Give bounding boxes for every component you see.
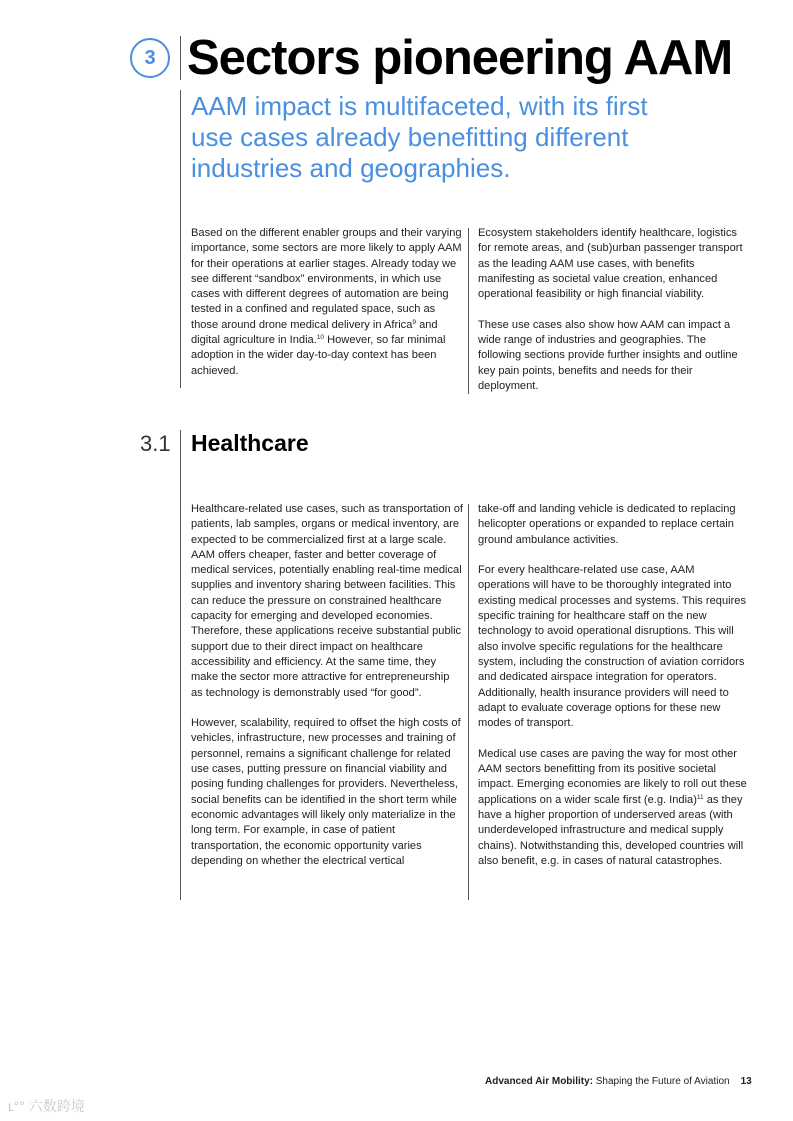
section-title: Healthcare <box>191 430 309 456</box>
footer-report-title: Advanced Air Mobility: <box>485 1076 593 1087</box>
healthcare-right-paragraph-1: take-off and landing vehicle is dedicated to replacing helicopter operations or expanded to replace certain ground ambulance activities. <box>478 503 736 546</box>
intro-column-divider <box>468 228 469 394</box>
intro-right-column <box>478 226 748 394</box>
footnote-ref-10: 10 <box>316 334 325 342</box>
section-divider <box>180 430 181 900</box>
chapter-subtitle: AAM impact is multifaceted, with its first use cases already benefitting different industries and geographies. <box>191 91 648 183</box>
healthcare-left-paragraph-1: Healthcare-related use cases, such as transportation of patients, lab samples, organs or medical inventory, are expected to be commercialized first at a large scale. AAM offers cheaper, faster and better coverage of medical services, potentially enabling real-time medical supplies and inventory sharing between facilities. This can reduce the pressure on constrained healthcare capacity for emerging and developed economies. Therefore, these applications receive substantial public support due to their direct impact on healthcare accessibility and efficiency. At the same time, they make the sector more attractive for entrepreneurship as technology is demonstrably used “for good”. <box>191 503 463 699</box>
chapter-number-badge: 3 <box>130 38 170 78</box>
healthcare-column-divider <box>468 504 469 900</box>
chapter-title-divider <box>180 36 181 80</box>
healthcare-right-paragraph-2: For every healthcare-related use case, AAM operations will have to be thoroughly integrated into existing medical processes and systems. This requires specific training for healthcare staff on the new technology to avoid operational disruptions. This will also involve specific regulations for the healthcare system, including the construction of aviation corridors and dedicated airspace integration for operators. Additionally, health insurance providers will need to adapt to evaluate coverage options for these new modes of transport. <box>478 564 747 730</box>
healthcare-left-column <box>191 502 463 869</box>
footer-report-subtitle: Shaping the Future of Aviation <box>592 1076 730 1087</box>
watermark-logo-icon: ʟ°° <box>8 1098 25 1114</box>
intro-left-column <box>191 226 463 379</box>
healthcare-left-paragraph-2: However, scalability, required to offset the high costs of vehicles, infrastructure, new processes and training of personnel, remains a significant challenge for related use cases, putting pressure on financial viability and posing funding challenges for providers. Nevertheless, social benefits can be identified in the short term while economic advantages will likely only materialize in the long term. For example, in case of patient transportation, the economic opportunity varies depending on whether the electrical vertical <box>191 717 461 867</box>
section-number: 3.1 <box>140 431 171 456</box>
watermark <box>8 1096 85 1116</box>
intro-right-paragraph-1: Ecosystem stakeholders identify healthcare, logistics for remote areas, and (sub)urban passenger transport as the leading AAM use cases, with benefits manifesting as societal value creation, enhanced operational feasibility or high financial viability. <box>478 227 743 301</box>
intro-left-paragraph: Based on the different enabler groups and their varying importance, some sectors are more likely to apply AAM for their operations at earlier stages. Already today we see different “sandbox” environments, in which use cases with different degrees of automation are being tested in a confined and regulated space, such as those around drone medical delivery in Africa$^9$ and digital agriculture in India.$^{10}$ However, so far minimal adoption in the wider day-to-day context has been achieved. <box>191 227 462 377</box>
page-number: 13 <box>740 1076 752 1087</box>
footnote-ref-9: 9 <box>412 318 417 326</box>
healthcare-right-column <box>478 502 748 869</box>
watermark-text: 六数跨境 <box>28 1098 85 1114</box>
intro-right-paragraph-2: These use cases also show how AAM can impact a wide range of industries and geographies. The following sections provide further insights and outline key pain points, benefits and needs for their deployment. <box>478 318 738 392</box>
page-footer <box>485 1076 752 1087</box>
footnote-ref-11: 11 <box>696 793 704 801</box>
healthcare-right-paragraph-3: Medical use cases are paving the way for most other AAM sectors benefitting from its positive societal impact. Emerging economies are likely to roll out these applications on a wider scale first (e.g. India)$^{11}$ as they have a higher proportion of underserved areas (with underdeveloped infrastructure and medical supply chains). Notwithstanding this, developed countries will also benefit, e.g. in cases of natural catastrophes. <box>478 747 747 867</box>
subtitle-divider <box>180 90 181 388</box>
chapter-title: Sectors pioneering AAM <box>187 31 733 85</box>
